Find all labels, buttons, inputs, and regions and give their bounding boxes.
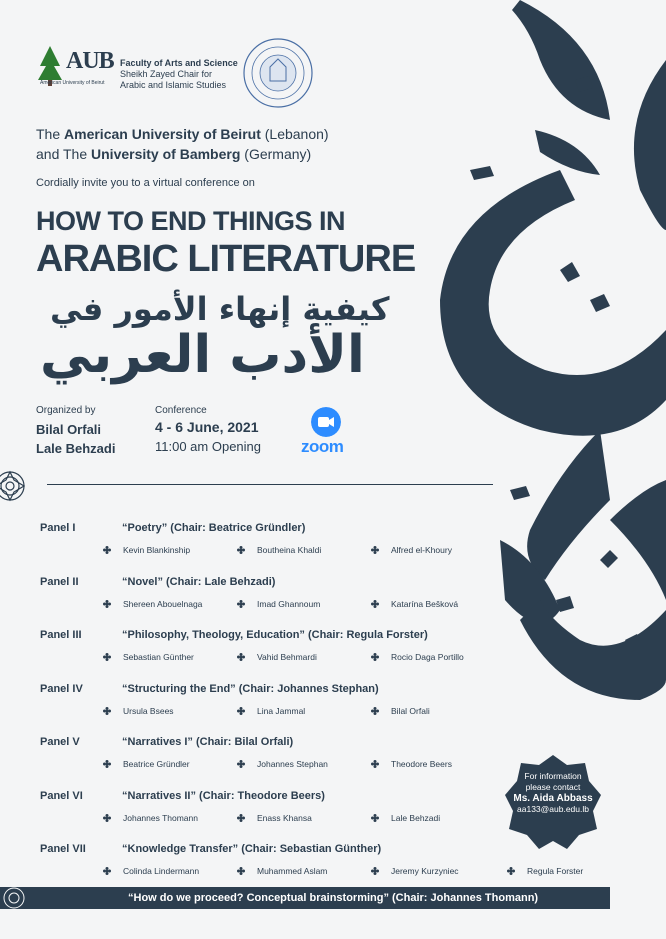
speaker-name: Shereen Abouelnaga <box>123 598 203 609</box>
faculty-block <box>120 58 238 91</box>
host-line-2-pre: and The <box>36 146 92 162</box>
flower-bullet-icon <box>103 760 111 768</box>
host-line-1-post: (Lebanon) <box>260 126 329 142</box>
arabic-title-line-2: الأدب العربي <box>40 325 365 385</box>
flower-bullet-icon <box>103 814 111 822</box>
contact-line-2: please contact <box>525 782 581 792</box>
zoom-logo-text: zoom <box>301 437 344 456</box>
speaker-name: Kevin Blankinship <box>123 545 191 555</box>
flower-bullet-icon <box>371 600 379 608</box>
organizers-label: Organized by <box>36 405 96 416</box>
contact-info <box>505 771 601 815</box>
panel-label: Panel IV <box>40 682 83 695</box>
aub-logo-subtext: American University of Beirut <box>40 80 105 86</box>
panel-title: “Knowledge Transfer” (Chair: Sebastian Günther) <box>122 843 382 855</box>
panel-label: Panel I <box>40 522 76 534</box>
speaker-name: Johannes Stephan <box>257 759 328 769</box>
speaker-name: Muhammed Aslam <box>257 866 328 876</box>
flower-bullet-icon <box>371 760 379 768</box>
section-divider <box>47 484 493 485</box>
title-line-2: ARABIC LITERATURE <box>36 238 416 280</box>
university-of-bamberg-seal-icon <box>242 37 314 109</box>
host-line-2-post: (Germany) <box>240 146 312 162</box>
flower-bullet-icon <box>237 707 245 715</box>
panel-title: “Poetry” (Chair: Beatrice Gründler) <box>122 522 306 534</box>
conference-label: Conference <box>155 405 207 416</box>
speaker-name: Ursula Bsees <box>123 705 174 716</box>
flower-bullet-icon <box>237 600 245 608</box>
host-line-1 <box>36 124 329 144</box>
flower-bullet-icon <box>103 546 111 554</box>
host-aub-name: American University of Beirut <box>64 126 261 142</box>
closing-session-title: “How do we proceed? Conceptual brainstorming” (Chair: Johannes Thomann) <box>128 892 539 904</box>
flower-ornament-icon <box>2 884 32 912</box>
speaker-name: Theodore Beers <box>391 759 452 769</box>
panel-label: Panel VI <box>40 789 83 802</box>
flower-bullet-icon <box>237 653 245 661</box>
flower-bullet-icon <box>237 814 245 822</box>
speaker-name: Bilal Orfali <box>391 705 430 716</box>
panel-label: Panel III <box>40 629 82 641</box>
panel-title: “Structuring the End” (Chair: Johannes Stephan) <box>122 682 379 695</box>
host-line-1-pre: The <box>36 126 65 142</box>
organizer-name: Bilal Orfali <box>36 422 102 437</box>
panel-title: “Novel” (Chair: Lale Behzadi) <box>122 575 276 588</box>
panel-title: “Narratives II” (Chair: Theodore Beers) <box>122 789 325 802</box>
contact-line-1: For information <box>524 771 582 781</box>
chair-name-line2: Arabic and Islamic Studies <box>120 80 227 90</box>
speaker-name: Alfred el-Khoury <box>391 545 452 555</box>
speaker-name: Imad Ghannoum <box>257 598 321 609</box>
flower-bullet-icon <box>103 867 111 875</box>
flower-ornament-icon <box>0 460 36 512</box>
title-line-1: HOW TO END THINGS IN <box>36 206 346 236</box>
chair-name-line1: Sheikh Zayed Chair for <box>120 69 213 79</box>
zoom-camera-icon <box>311 407 341 437</box>
panel-label: Panel V <box>40 736 80 748</box>
panel-title: “Philosophy, Theology, Education” (Chair: Regula Forster) <box>122 629 428 641</box>
arabic-title-line-1: كيفية إنهاء الأمور في <box>50 290 390 328</box>
speaker-name: Lina Jammal <box>257 705 306 716</box>
invitation-text: Cordially invite you to a virtual conference on <box>36 177 255 189</box>
faculty-name: Faculty of Arts and Science <box>120 58 238 68</box>
flower-bullet-icon <box>103 707 111 715</box>
speaker-name: Jeremy Kurzyniec <box>391 866 459 876</box>
speaker-name: Regula Forster <box>527 866 584 876</box>
host-universities <box>36 124 329 164</box>
flower-bullet-icon <box>103 653 111 661</box>
contact-email[interactable]: aa133@aub.edu.lb <box>517 804 589 814</box>
flower-bullet-icon <box>371 653 379 661</box>
organizers-names <box>36 420 115 458</box>
flower-bullet-icon <box>371 814 379 822</box>
panel-label: Panel VII <box>40 843 86 855</box>
host-bamberg-name: University of Bamberg <box>91 146 241 162</box>
panel-label: Panel II <box>40 575 79 588</box>
conference-time: 11:00 am Opening <box>155 439 261 454</box>
contact-name: Ms. Aida Abbass <box>513 793 593 804</box>
speaker-name: Enass Khansa <box>257 812 312 823</box>
speaker-name: Vahid Behmardi <box>257 652 317 662</box>
speaker-name: Beatrice Gründler <box>123 759 190 769</box>
panel-title: “Narratives I” (Chair: Bilal Orfali) <box>122 736 294 748</box>
host-line-2 <box>36 144 329 164</box>
flower-bullet-icon <box>371 867 379 875</box>
conference-dates: 4 - 6 June, 2021 <box>155 419 259 435</box>
flower-bullet-icon <box>237 760 245 768</box>
flower-bullet-icon <box>237 867 245 875</box>
aub-logo-text: AUB <box>66 48 114 74</box>
speaker-name: Sebastian Günther <box>123 652 194 662</box>
speaker-name: Rocio Daga Portillo <box>391 652 464 662</box>
speaker-name: Katarína Bešková <box>391 598 459 609</box>
organizer-name: Lale Behzadi <box>36 441 116 456</box>
flower-bullet-icon <box>103 600 111 608</box>
flower-bullet-icon <box>371 707 379 715</box>
speaker-name: Lale Behzadi <box>391 812 441 823</box>
speaker-name: Colinda Lindermann <box>123 866 200 876</box>
flower-bullet-icon <box>371 546 379 554</box>
speaker-name: Johannes Thomann <box>123 812 198 823</box>
flower-bullet-icon <box>507 867 515 875</box>
speaker-name: Boutheina Khaldi <box>257 545 322 555</box>
flower-bullet-icon <box>237 546 245 554</box>
